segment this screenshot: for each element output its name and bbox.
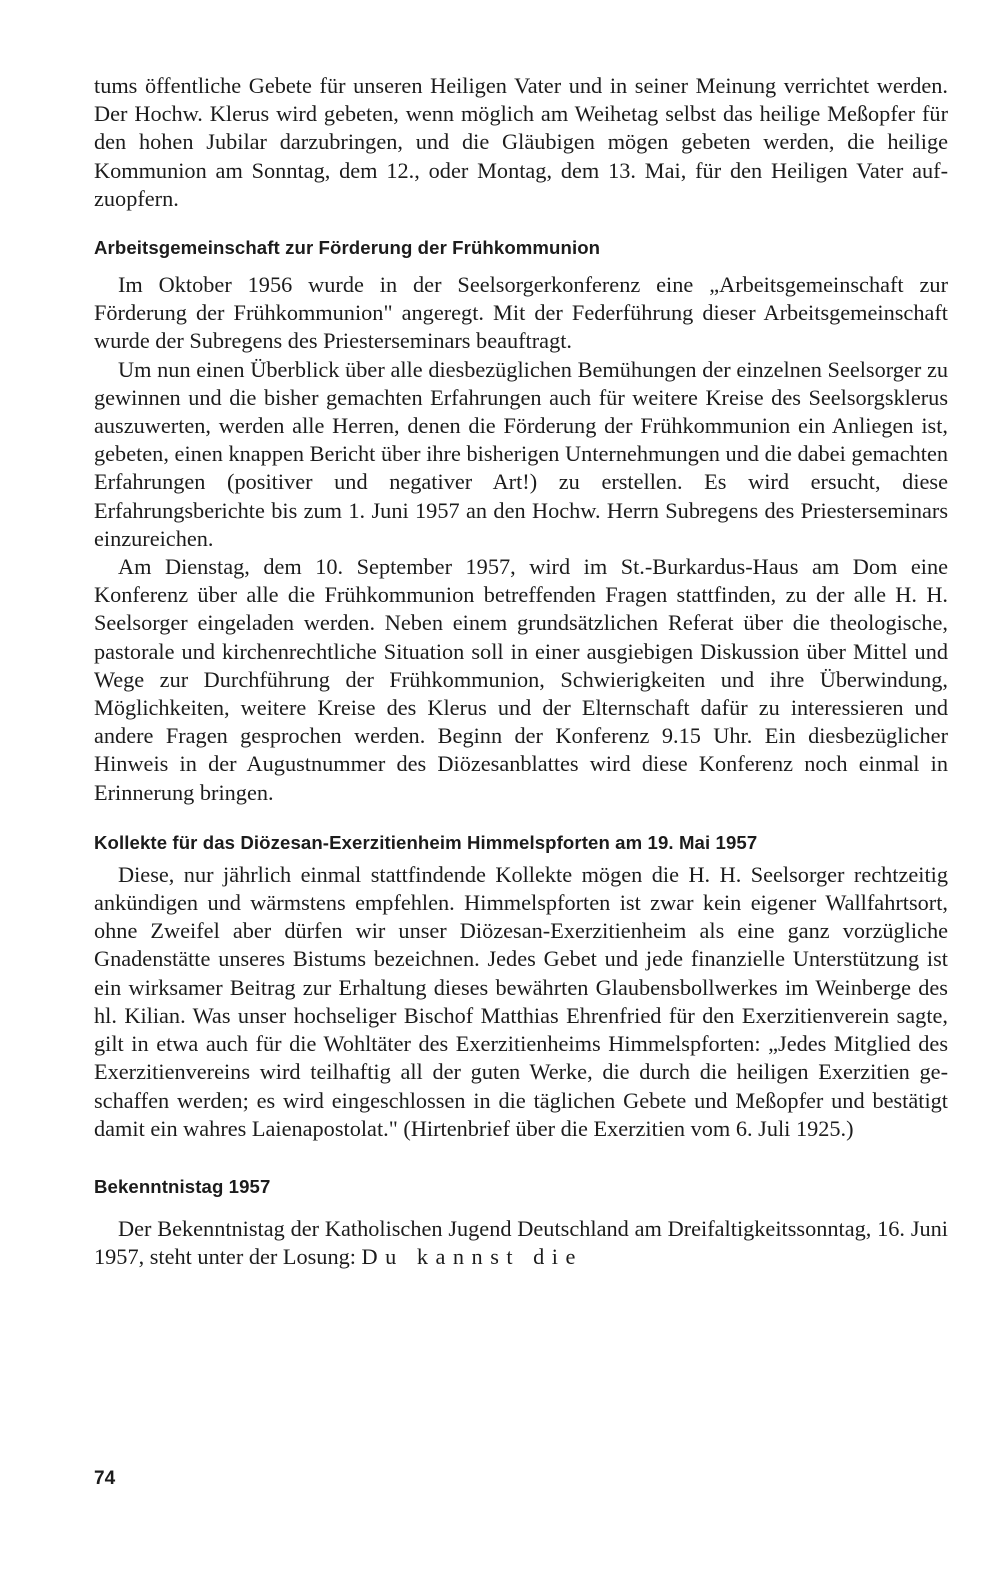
page-number: 74: [94, 1468, 116, 1489]
paragraph-fruehkommunion-3: Am Dienstag, dem 10. September 1957, wird im St.-Burkardus-Haus am Dom eine Konferenz über alle die Frühkommunion betreffenden Fragen stattfinden, zu der alle H. H. Seelsorger eingeladen werden. Neben einem grundsätzlichen Referat über die theologische, pastorale und kirchenrechtliche Situation soll in einer ausgiebigen Diskussion über Mittel und Wege zur Durchführung der Frühkommunion, Schwierigkeiten und ihre Überwindung, Möglichkeiten, weitere Kreise des Klerus und der Elternschaft dafür zu interessieren und andere Fragen gesprochen werden. Beginn der Konferenz 9.15 Uhr. Ein diesbezüglicher Hinweis in der Augustnummer des Diözesanblattes wird diese Konferenz noch einmal in Erinnerung bringen.: [94, 554, 948, 805]
paragraph-kollekte: Diese, nur jährlich einmal stattfindende Kollekte mögen die H. H. Seelsorger rechtzeitig ankündigen und wärmstens empfehlen. Himmelspforten ist zwar kein eigener Wallfahrtsort, ohne Zweifel aber dürfen wir unser Diözesan-Exerzitienheim als eine ganz vorzügliche Gnadenstätte unseres Bistums bezeichnen. Jedes Gebet und jede finanzielle Unterstützung ist ein wirksamer Beitrag zur Erhaltung dieses bewährten Glaubensbollwerkes im Weinberge des hl. Kilian. Was unser hochseliger Bischof Matthias Ehrenfried für den Exerzitienverein sagte, gilt in etwa auch für die Wohltäter des Exerzitienheims Himmelspforten: „Jedes Mitglied des Exerzitienvereins wird teilhaftig all der guten Werke, die durch die heiligen Exerzitien geschaffen werden; es wird eingeschlossen in die täglichen Gebete und Meßopfer und bestätigt damit ein wahres Laienapostolat." (Hirtenbrief über die Exerzitien vom 6. Juli 1925.): [94, 861, 948, 1141]
intro-paragraph: tums öffentliche Gebete für unseren Heiligen Vater und in seiner Meinung verrichtet werden. Der Hochw. Klerus wird gebeten, wenn möglich am Weihetag selbst das heilige Meßopfer für den hohen Jubilar darzubringen, und die Gläubigen mögen gebeten werden, die heilige Kommunion am Sonntag, dem 12., oder Montag, dem 13. Mai, für den Heiligen Vater aufzuopfern.: [94, 73, 948, 211]
bekenntnistag-motto: Du kannst die: [361, 1244, 583, 1270]
paragraph-fruehkommunion-2: Um nun einen Überblick über alle diesbezüglichen Bemühungen der einzelnen Seelsorger zu gewinnen und die bisher gemachten Erfahrungen auch für weitere Kreise des Seelsorgsklerus auszuwerten, werden alle Herren, denen die Förderung der Frühkommunion ein Anliegen ist, gebeten, einen knappen Bericht über ihre bisherigen Unternehmungen und die dabei gemachten Erfahrungen (positiver und negativer Art!) zu erstellen. Es wird ersucht, diese Erfahrungsberichte bis zum 1. Juni 1957 an den Hochw. Herrn Subregens des Priesterseminars einzureichen.: [94, 356, 948, 551]
bekenntnistag-text: Der Bekenntnistag der Katholischen Jugend Deutschland am Dreifaltigkeitssonntag, 16. Juni 1957, steht unter der Losung:: [94, 1215, 948, 1270]
section-heading-bekenntnistag: Bekenntnistag 1957: [94, 1175, 271, 1197]
section-heading-kollekte: Kollekte für das Diözesan-Exerzitienheim Himmelspforten am 19. Mai 1957: [94, 831, 758, 853]
paragraph-bekenntnistag: [94, 1215, 948, 1271]
section-heading-fruehkommunion: Arbeitsgemeinschaft zur Förderung der Frühkommunion: [94, 237, 601, 259]
paragraph-fruehkommunion-1: Im Oktober 1956 wurde in der Seelsorgerkonferenz eine „Arbeitsgemeinschaft zur Förderung der Frühkommunion" angeregt. Mit der Federführung dieser Arbeitsgemeinschaft wurde der Subregens des Priesterseminars beauftragt.: [94, 272, 948, 354]
